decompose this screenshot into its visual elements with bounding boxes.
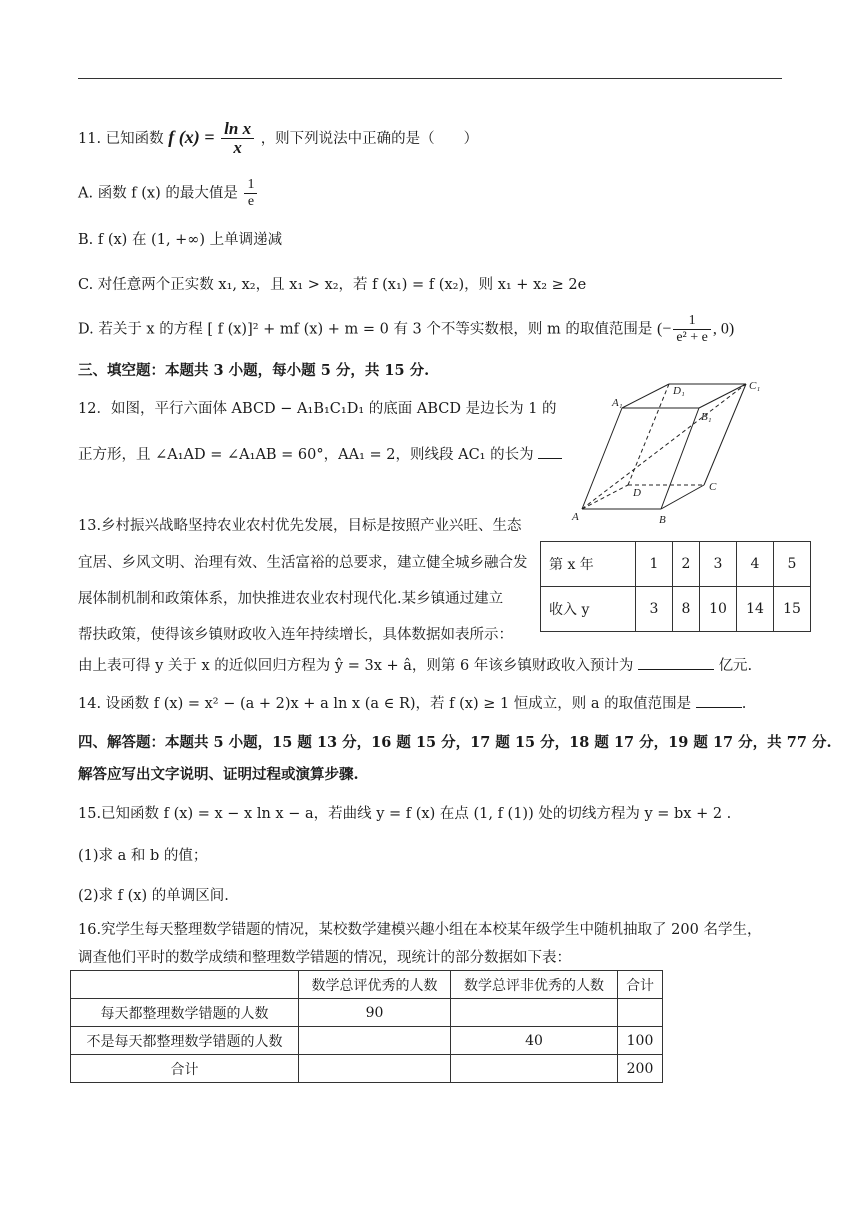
income-table-row-income [541,587,811,632]
q15-stem: 15.已知函数 f (x) = x − x ln x − a，若曲线 y = f (x) 在点 (1, f (1)) 处的切线方程为 y = bx + 2 . [78,806,732,822]
q16-line-2: 调查他们平时的数学成绩和整理数学错题的情况，现统计的部分数据如下表： [78,950,571,966]
income-table-income-cell: 15 [774,587,811,632]
q11-option-d-pre: (− [656,320,672,338]
q14-end: . [741,696,747,712]
section-4-title: 四、解答题：本题共 5 小题，15 题 13 分，16 题 15 分，17 题 15 分，18 题 17 分，19 题 17 分，共 77 分. [78,734,832,751]
stats-table-header [71,971,299,999]
income-table-year-cell: 2 [673,542,700,587]
income-table-year-header: 第 x 年 [541,542,636,587]
income-table-row-year [541,542,811,587]
stats-table [70,970,663,1083]
label-a: A [572,511,579,523]
header-rule [78,78,782,79]
q14-stem [78,693,746,713]
stats-table-cell: 每天都整理数学错题的人数 [71,999,299,1027]
stats-table-cell: 100 [618,1027,663,1055]
section-4-subtitle: 解答应写出文字说明、证明过程或演算步骤. [78,766,359,783]
q11-option-d-den: e² + e [676,329,708,345]
income-table-income-header: 收入 y [541,587,636,632]
q11-option-a-fraction [244,178,257,209]
stats-table-header: 合计 [618,971,663,999]
income-table-year-cell: 4 [737,542,774,587]
q12-line-2-text: 正方形，且 ∠A₁AD = ∠A₁AB = 60°，AA₁ = 2，则线段 AC₁ 的长为 [78,447,534,463]
stats-table-cell: 40 [451,1027,618,1055]
q13-answer-blank[interactable] [638,655,714,670]
stats-table-header: 数学总评非优秀的人数 [451,971,618,999]
income-table-income-cell: 3 [636,587,673,632]
q14-answer-blank[interactable] [696,693,742,708]
stats-table-row [71,999,663,1027]
income-table-year-cell: 3 [700,542,737,587]
income-table [540,541,811,632]
income-table-year-cell: 1 [636,542,673,587]
label-d1: D₁ [673,385,685,397]
q13-line-2: 宜居、乡风文明、治理有效、生活富裕的总要求，建立健全城乡融合发 [78,555,528,571]
stats-table-cell: 不是每天都整理数学错题的人数 [71,1027,299,1055]
q11-option-d-post: , 0) [712,320,735,338]
q11-option-a-den: e [247,193,255,209]
q11-option-c: C. 对任意两个正实数 x₁, x₂，且 x₁ > x₂，若 f (x₁) = f (x₂)，则 x₁ + x₂ ≥ 2e [78,277,587,293]
stats-table-cell [451,1055,618,1083]
income-table-income-cell: 10 [700,587,737,632]
q11-option-d [78,314,734,345]
income-table-year-cell: 5 [774,542,811,587]
q14-text: 14. 设函数 f (x) = x² − (a + 2)x + a ln x (a ∈ R)，若 f (x) ≥ 1 恒成立，则 a 的取值范围是 [78,696,692,712]
q11-func-denominator: x [233,137,242,157]
q11-option-d-fraction [673,314,711,345]
q11-option-a-num: 1 [244,178,257,194]
q11-option-a-text: A. 函数 f (x) 的最大值是 [78,185,238,202]
q12-answer-blank[interactable] [538,444,562,459]
stats-table-row [71,1027,663,1055]
q16-line-1: 16.究学生每天整理数学错题的情况，某校数学建模兴趣小组在本校某年级学生中随机抽取了 200 名学生， [78,922,762,938]
stats-table-cell [299,1027,451,1055]
q12-line-2 [78,444,562,464]
q13-line-5-text: 由上表可得 y 关于 x 的近似回归方程为 ŷ = 3x + â，则第 6 年该乡镇财政收入预计为 [78,658,634,674]
stats-table-cell [299,1055,451,1083]
q11-option-a [78,178,259,209]
q11-func-fraction [221,120,254,158]
label-c1: C₁ [749,380,761,392]
label-a1: A₁ [612,397,623,409]
q13-line-1: 13.乡村振兴战略坚持农业农村优先发展，目标是按照产业兴旺、生态 [78,518,522,534]
stats-table-cell [618,999,663,1027]
income-table-income-cell: 8 [673,587,700,632]
q13-unit: 亿元. [718,658,753,674]
q12-line-1: 12．如图，平行六面体 ABCD − A₁B₁C₁D₁ 的底面 ABCD 是边长为 1 的 [78,401,557,417]
income-table-income-cell: 14 [737,587,774,632]
q15-part-1: (1)求 a 和 b 的值； [78,848,208,864]
q11-option-d-text: D. 若关于 x 的方程 [ f (x)]² + mf (x) + m = 0 有 3 个不等实数根，则 m 的取值范围是 [78,321,653,338]
stats-table-cell: 合计 [71,1055,299,1083]
stats-table-row [71,1055,663,1083]
q11-option-b: B. f (x) 在 (1, +∞) 上单调递减 [78,232,283,248]
q13-line-3: 展体制机制和政策体系，加快推进农业农村现代化.某乡镇通过建立 [78,591,504,607]
stats-table-header-row [71,971,663,999]
label-c: C [709,481,717,493]
q11-func-lhs: f (x) = [168,126,215,147]
q13-line-4: 帮扶政策，使得该乡镇财政收入连年持续增长，具体数据如表所示： [78,627,513,643]
stats-table-cell: 90 [299,999,451,1027]
label-d: D [633,487,641,499]
parallelepiped-figure [566,378,776,528]
stats-table-cell: 200 [618,1055,663,1083]
q11-suffix: ，则下列说法中正确的是（ ） [260,130,479,147]
q13-line-5 [78,655,752,675]
label-b: B [659,514,666,526]
stats-table-cell [451,999,618,1027]
q11-prefix: 11. 已知函数 [78,130,164,147]
section-3-title: 三、填空题：本题共 3 小题，每小题 5 分，共 15 分. [78,362,430,379]
q11-option-d-num: 1 [673,314,711,330]
label-b1: B₁ [701,411,712,423]
q15-part-2: (2)求 f (x) 的单调区间. [78,888,229,904]
stats-table-header: 数学总评优秀的人数 [299,971,451,999]
q11-func-numerator: ln x [221,120,254,139]
q11-stem [78,120,478,158]
